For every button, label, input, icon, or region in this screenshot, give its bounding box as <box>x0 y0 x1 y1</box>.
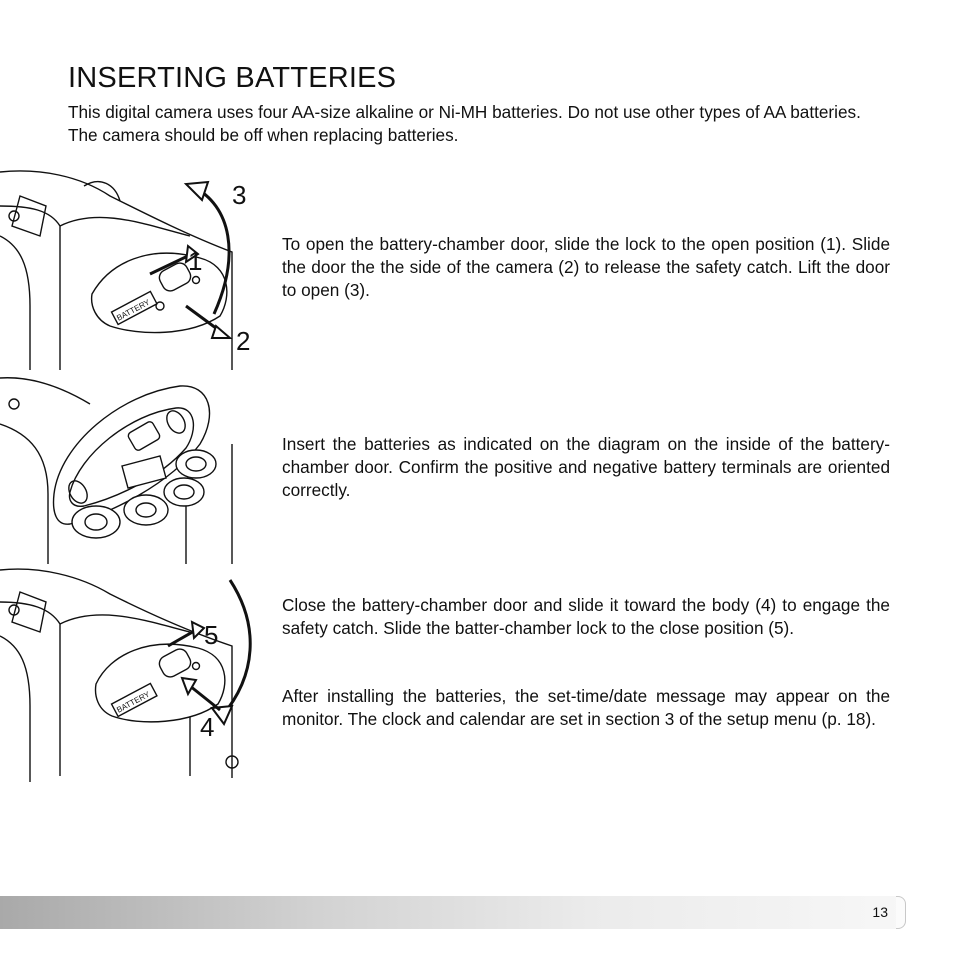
door-label: BATTERY <box>115 689 152 715</box>
callout-2: 2 <box>236 326 251 356</box>
setup-note-text: After installing the batteries, the set-time/date message may appear on the monitor. The clock and calendar are set in section 3 of the setup menu (p. 18). <box>282 686 890 729</box>
door-label: BATTERY <box>115 297 152 323</box>
callout-5: 5 <box>204 620 219 650</box>
page-number: 13 <box>872 904 888 920</box>
step-close-door-text: Close the battery-chamber door and slide it toward the body (4) to engage the safety catch. Slide the batter-chamber lock to the close position (5). <box>282 595 890 638</box>
callout-1: 1 <box>188 246 203 276</box>
footer-tab <box>896 896 906 929</box>
step-insert-batteries-text: Insert the batteries as indicated on the diagram on the inside of the battery-chamber door. Confirm the positive and negative battery terminals are oriented correctly. <box>282 434 890 500</box>
illustration-insert-batteries <box>0 374 262 564</box>
intro-paragraph: This digital camera uses four AA-size alkaline or Ni-MH batteries. Do not use other types of AA batteries. The camera should be off when replacing batteries. <box>68 102 861 145</box>
illustration-open-door <box>0 166 262 370</box>
page-title: INSERTING BATTERIES <box>68 62 397 94</box>
callout-4: 4 <box>200 712 215 742</box>
step-open-door-text: To open the battery-chamber door, slide the lock to the open position (1). Slide the door the the side of the camera (2) to release the safety catch. Lift the door to open (3). <box>282 234 890 300</box>
footer-bar <box>0 896 906 929</box>
callout-3: 3 <box>232 180 247 210</box>
illustration-close-door <box>0 566 262 782</box>
